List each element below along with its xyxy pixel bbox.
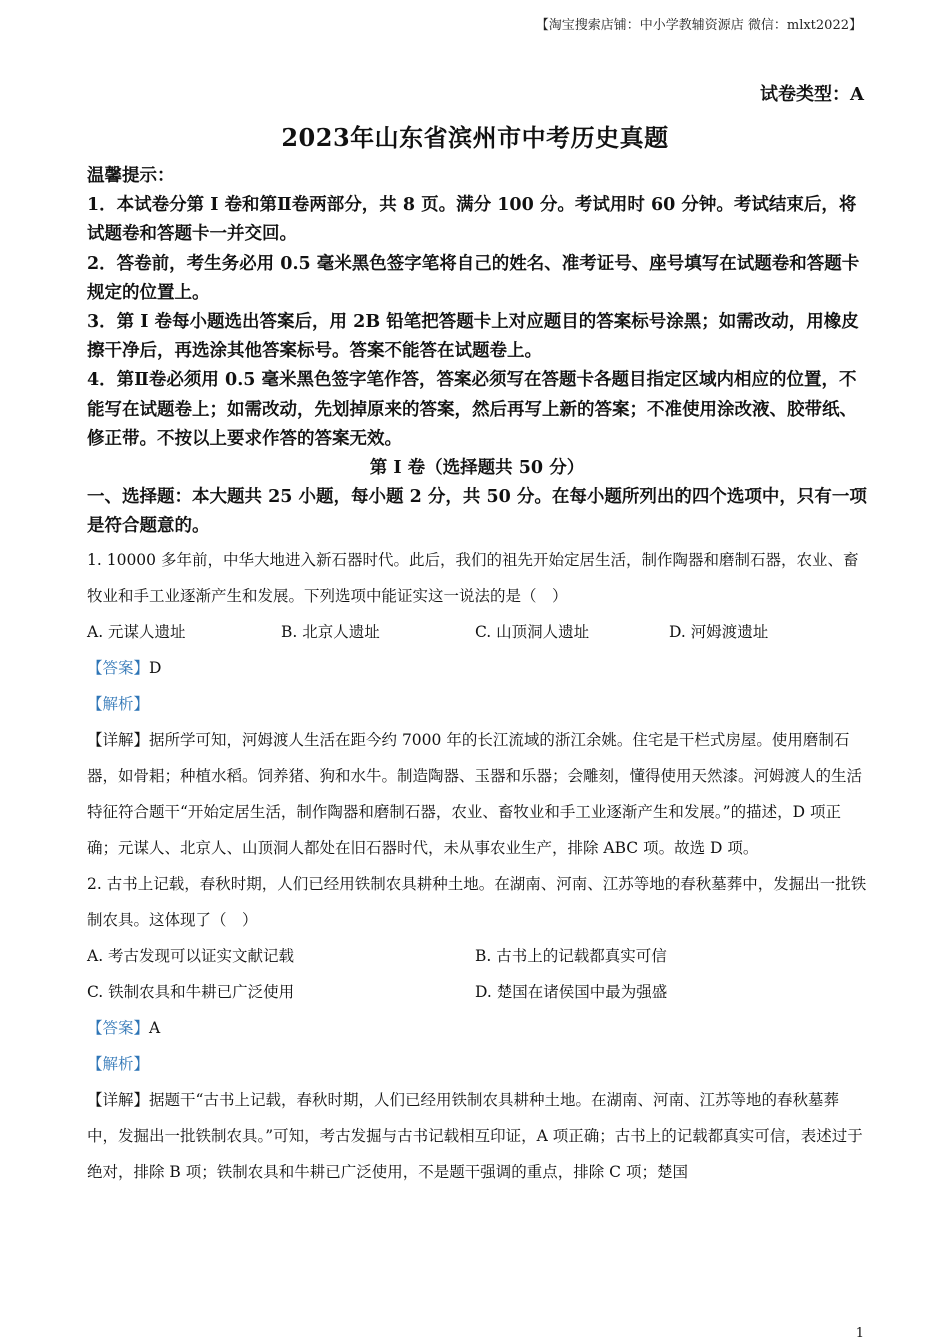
answer-tag: 【答案】 bbox=[87, 658, 150, 677]
option-c: C. 山顶洞人遗址 bbox=[475, 622, 590, 641]
detail-tag: 【详解】 bbox=[87, 1090, 150, 1109]
header-note: 【淘宝搜索店铺：中小学教辅资源店 微信：mlxt2022】 bbox=[535, 18, 862, 33]
question-1-options bbox=[87, 614, 867, 650]
question-2-answer bbox=[87, 1010, 867, 1046]
tips-heading: 温馨提示： bbox=[87, 166, 175, 186]
question-1-stem: 1. 10000 多年前，中华大地进入新石器时代。此后，我们的祖先开始定居生活，制作陶器和磨制石器，农业、畜牧业和手工业逐渐产生和发展。下列选项中能证实这一说法的是（ ） bbox=[87, 550, 859, 605]
page-number: 1 bbox=[855, 1326, 864, 1341]
section-heading: 第 I 卷（选择题共 50 分） bbox=[369, 458, 585, 479]
detail-text: 据题干“古书上记载，春秋时期，人们已经用铁制农具耕种土地。在湖南、河南、江苏等地的春秋墓葬中，发掘出一批铁制农具。”可知，考古发掘与古书记载相互印证，A 项正确；古书上的记载都真实可信，表述过于绝对，排除 B 项；铁制农具和牛耕已广泛使用，不是题干强调的重点，排除 C 项；楚国 bbox=[87, 1090, 863, 1181]
question-2-analysis-tag: 【解析】 bbox=[87, 1054, 150, 1073]
tip-item-4: 4．第Ⅱ卷必须用 0.5 毫米黑色签字笔作答，答案必须写在答题卡各题目指定区域内相应的位置，不能写在试题卷上；如需改动，先划掉原来的答案，然后再写上新的答案；不准使用涂改液、胶带纸、修正带。不按以上要求作答的答案无效。 bbox=[87, 370, 857, 449]
option-b: B. 北京人遗址 bbox=[281, 622, 380, 641]
option-c: C. 铁制农具和牛耕已广泛使用 bbox=[87, 982, 295, 1001]
answer-value: A bbox=[149, 1018, 161, 1037]
page-title: 2023年山东省滨州市中考历史真题 bbox=[281, 123, 669, 152]
question-2-detail bbox=[87, 1082, 867, 1190]
tip-item-1: 1．本试卷分第 I 卷和第Ⅱ卷两部分，共 8 页。满分 100 分。考试用时 60 分钟。考试结束后，将试题卷和答题卡一并交回。 bbox=[87, 195, 857, 245]
detail-text: 据所学可知，河姆渡人生活在距今约 7000 年的长江流域的浙江余姚。住宅是干栏式房屋。使用磨制石器，如骨耜；种植水稻。饲养猪、狗和水牛。制造陶器、玉器和乐器；会雕刻，懂得使用天然漆。河姆渡人的生活特征符合题干“开始定居生活，制作陶器和磨制石器，农业、畜牧业和手工业逐渐产生和发展。”的描述，D 项正确；元谋人、北京人、山顶洞人都处在旧石器时代，未从事农业生产，排除 ABC 项。故选 D 项。 bbox=[87, 730, 863, 857]
question-2-options-row-1 bbox=[87, 938, 867, 974]
detail-tag: 【详解】 bbox=[87, 730, 150, 749]
option-a: A. 考古发现可以证实文献记载 bbox=[87, 946, 295, 965]
option-b: B. 古书上的记载都真实可信 bbox=[475, 946, 667, 965]
question-1-detail bbox=[87, 722, 867, 866]
question-2-options-row-2 bbox=[87, 974, 867, 1010]
document-body bbox=[87, 162, 867, 1190]
tip-item-3: 3．第 I 卷每小题选出答案后，用 2B 铅笔把答题卡上对应题目的答案标号涂黑；如需改动，用橡皮擦干净后，再选涂其他答案标号。答案不能答在试题卷上。 bbox=[87, 312, 859, 362]
paper-type: 试卷类型：A bbox=[760, 84, 864, 105]
part-instruction: 一、选择题：本大题共 25 小题，每小题 2 分，共 50 分。在每小题所列出的四个选项中，只有一项是符合题意的。 bbox=[87, 487, 867, 537]
answer-value: D bbox=[149, 658, 162, 677]
question-1-answer bbox=[87, 650, 867, 686]
tip-item-2: 2．答卷前，考生务必用 0.5 毫米黑色签字笔将自己的姓名、准考证号、座号填写在试题卷和答题卡规定的位置上。 bbox=[87, 253, 860, 303]
option-d: D. 河姆渡遗址 bbox=[669, 622, 769, 641]
question-1-analysis-tag: 【解析】 bbox=[87, 694, 150, 713]
option-a: A. 元谋人遗址 bbox=[87, 622, 186, 641]
option-d: D. 楚国在诸侯国中最为强盛 bbox=[475, 982, 668, 1001]
answer-tag: 【答案】 bbox=[87, 1018, 150, 1037]
question-2-stem: 2. 古书上记载，春秋时期，人们已经用铁制农具耕种土地。在湖南、河南、江苏等地的春秋墓葬中，发掘出一批铁制农具。这体现了（ ） bbox=[87, 874, 867, 929]
